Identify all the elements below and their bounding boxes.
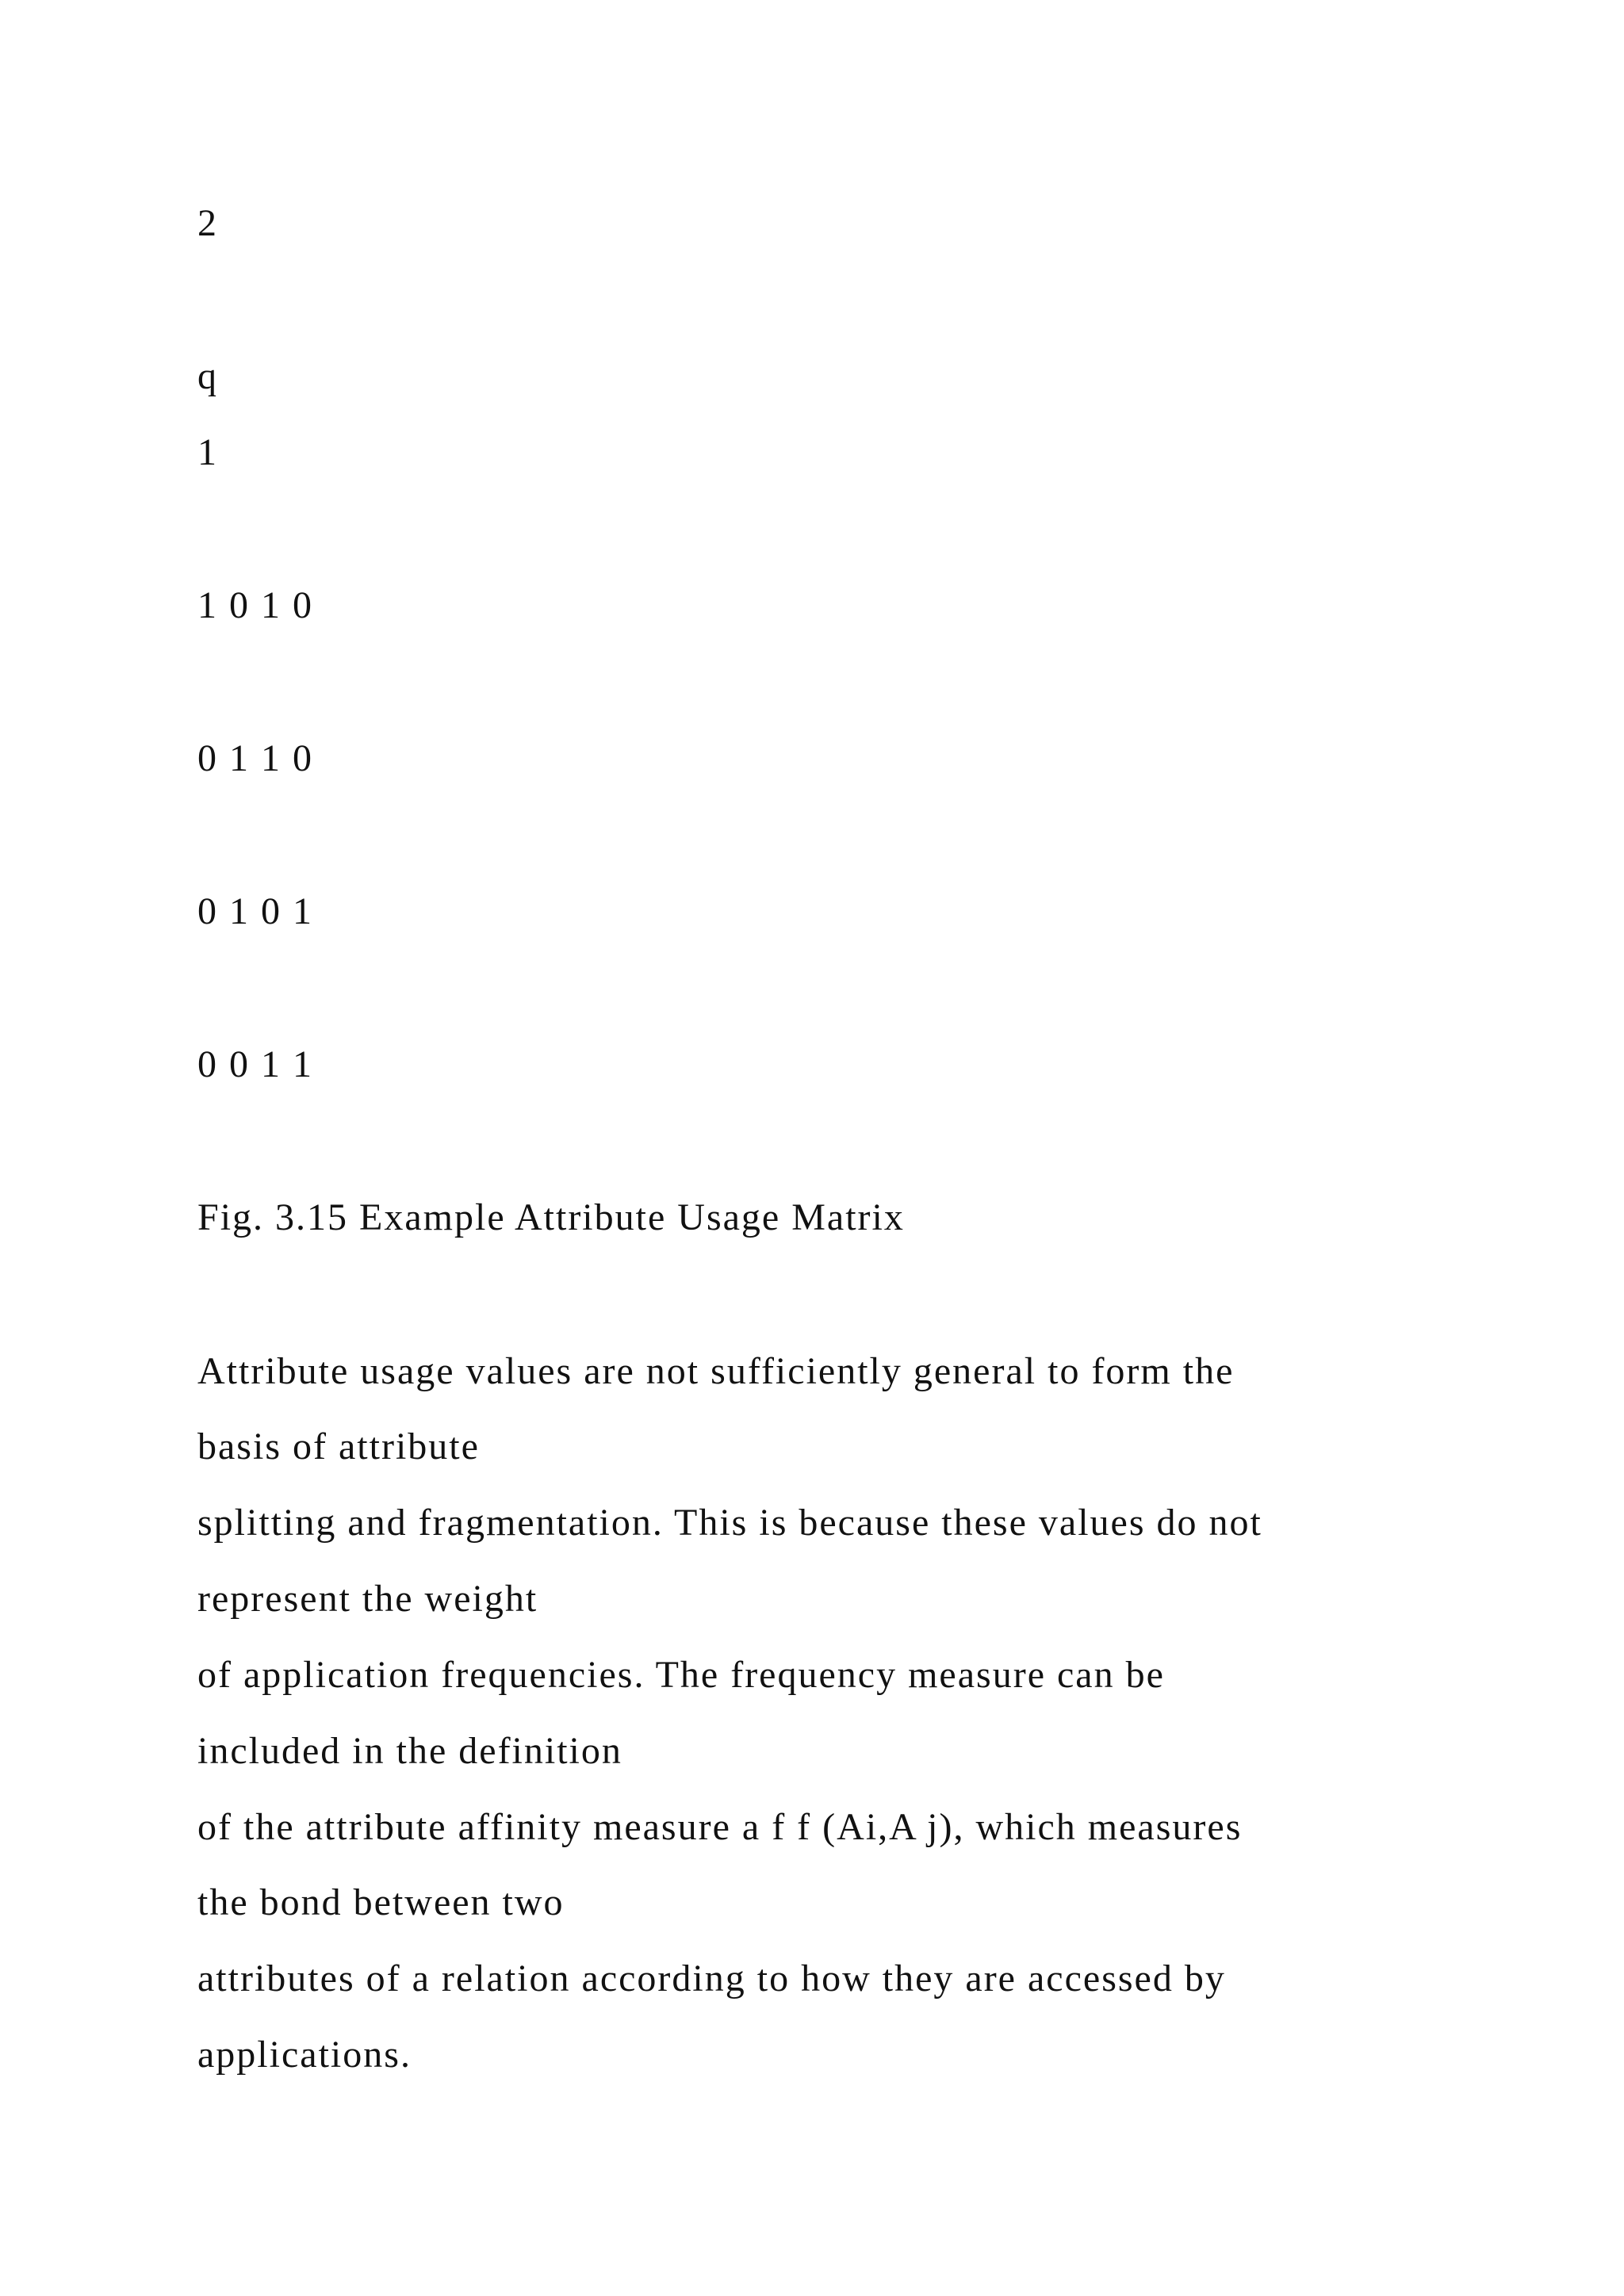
matrix-row: 0 1 0 1 [197,890,313,932]
matrix-row: 1 0 1 0 [197,584,313,626]
paragraph-line: applications. [197,2034,412,2076]
fragment-line-1: 1 [197,431,218,473]
matrix-row: 0 0 1 1 [197,1043,313,1085]
fragment-line-q: q [197,355,218,397]
paragraph-line: of application frequencies. The frequency measure can be [197,1654,1165,1696]
paragraph-line: represent the weight [197,1578,538,1620]
paragraph-line: splitting and fragmentation. This is because these values do not [197,1502,1262,1544]
fragment-line-2: 2 [197,202,218,244]
paragraph-line: attributes of a relation according to how they are accessed by [197,1957,1226,1999]
paragraph-line: the bond between two [197,1881,565,1923]
matrix-row: 0 1 1 0 [197,737,313,779]
paragraph-line: Attribute usage values are not sufficiently general to form the [197,1350,1235,1392]
paragraph-line: of the attribute affinity measure a f f (Ai,A j), which measures [197,1806,1243,1848]
paragraph-line: basis of attribute [197,1425,480,1468]
figure-caption: Fig. 3.15 Example Attribute Usage Matrix [197,1196,905,1238]
paragraph-line: included in the definition [197,1730,622,1772]
